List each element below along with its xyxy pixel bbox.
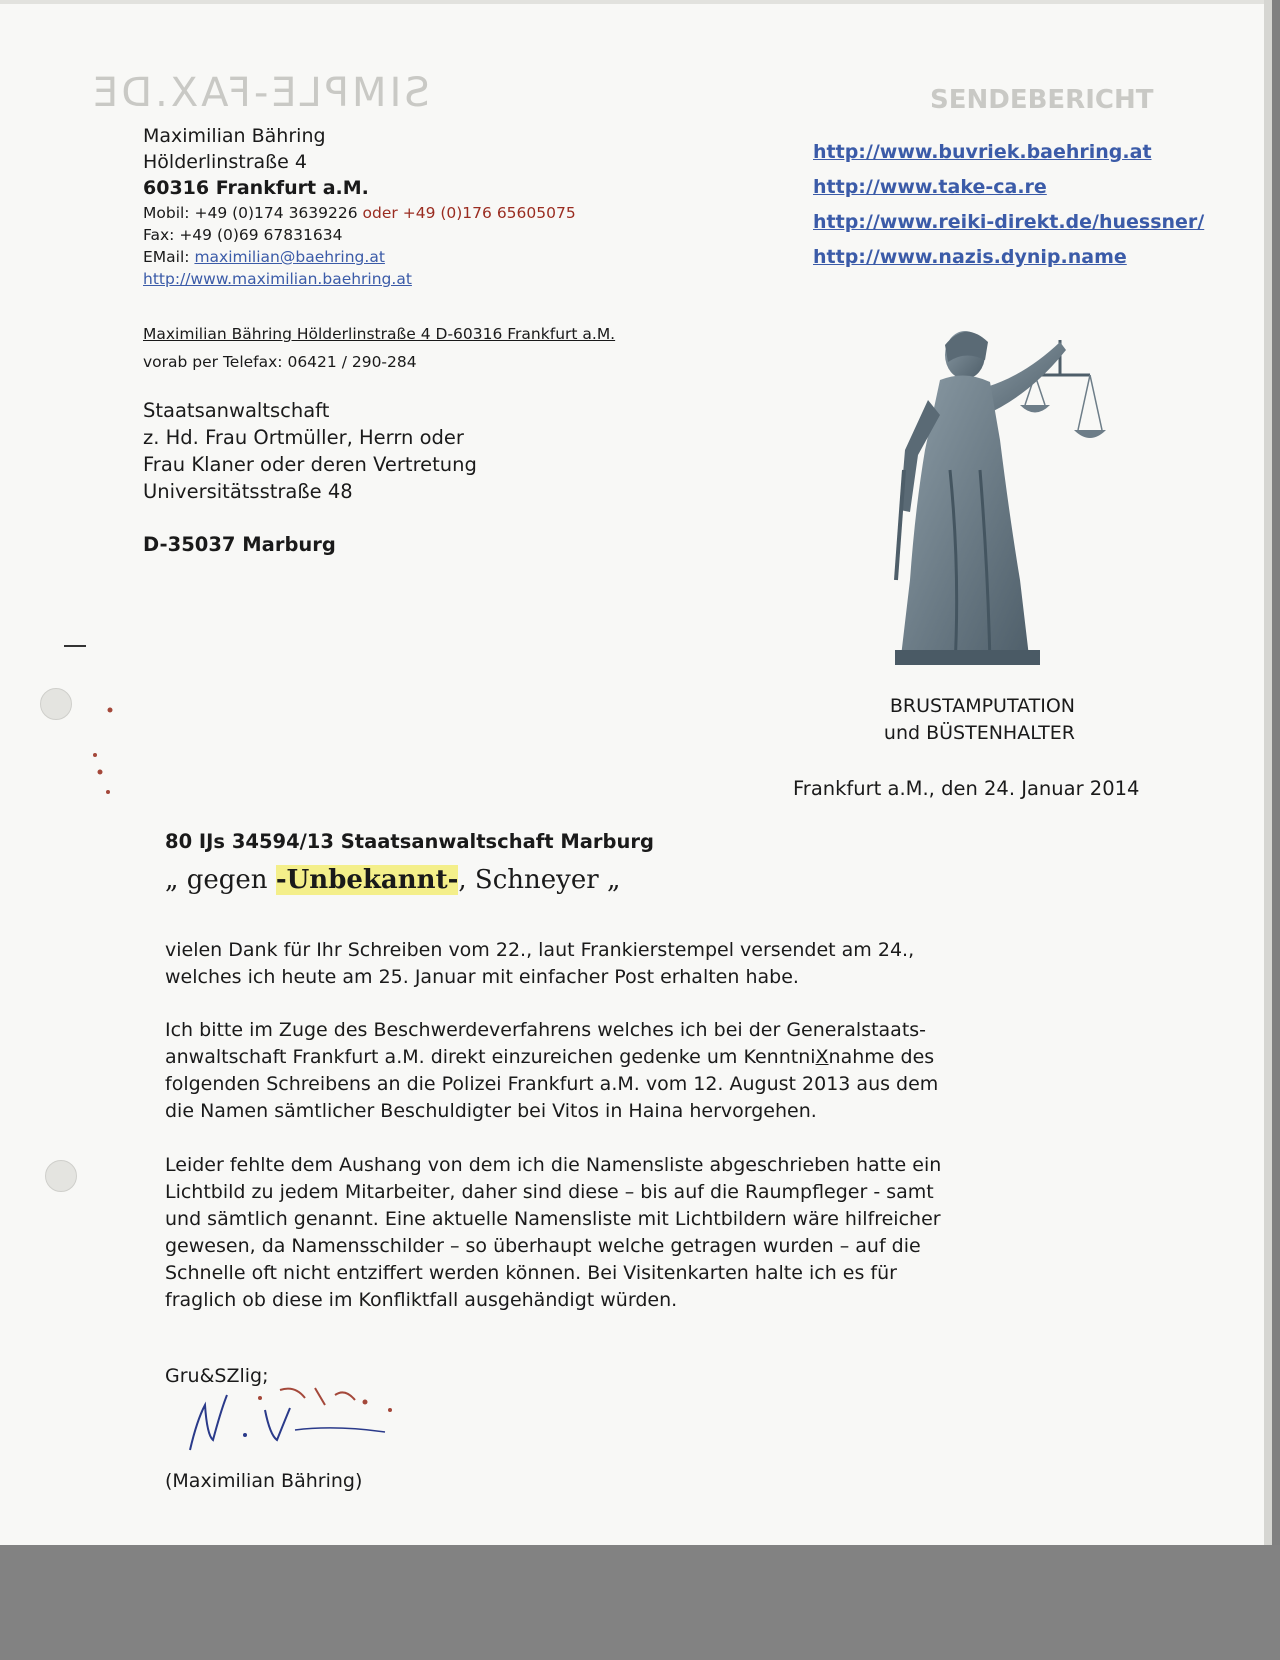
subject-quote-open: „ xyxy=(165,865,179,895)
sender-city: 60316 Frankfurt a.M. xyxy=(143,177,369,199)
recipient-city: D-35037 Marburg xyxy=(143,533,336,556)
signature-name: (Maximilian Bähring) xyxy=(165,1470,363,1492)
fax-line: Fax: +49 (0)69 67831634 xyxy=(143,226,343,244)
fold-mark xyxy=(64,645,86,647)
link-nazis[interactable]: http://www.nazis.dynip.name xyxy=(813,246,1127,268)
recipient-line-4: Universitätsstraße 48 xyxy=(143,480,353,503)
body-paragraph-1: vielen Dank für Ihr Schreiben vom 22., laut Frankierstempel versendet am 24., welches ich heute am 25. Januar mit einfacher Post erhalten habe. xyxy=(165,939,915,988)
page-right-edge xyxy=(1264,0,1272,1545)
subject-line xyxy=(165,865,620,895)
p2-text-a: Ich bitte im Zuge des Beschwerdeverfahrens welches ich bei der Generalstaats-anwaltschaft Frankfurt a.M. direkt einzureichen gedenke um Kenntni xyxy=(165,1019,927,1068)
page-top-edge xyxy=(0,0,1272,4)
show-through-report: SENDEBERICHT xyxy=(930,85,1154,115)
return-address: Maximilian Bähring Hölderlinstraße 4 D-60316 Frankfurt a.M. xyxy=(143,325,616,343)
punch-hole-icon xyxy=(40,688,72,720)
mobile-number-1: +49 (0)174 3639226 xyxy=(194,204,358,222)
scanner-background xyxy=(0,1545,1280,1660)
subject-suffix: , Schneyer xyxy=(458,865,599,895)
sender-contact xyxy=(143,202,576,290)
show-through-header: SIMPLE-FAX.DE xyxy=(90,70,430,116)
recipient-line-2: z. Hd. Frau Ortmüller, Herrn oder xyxy=(143,426,464,449)
link-list xyxy=(813,135,1204,275)
sender-name: Maximilian Bähring xyxy=(143,125,326,147)
fax-note: vorab per Telefax: 06421 / 290-284 xyxy=(143,353,417,371)
p2-x-mark: X xyxy=(815,1046,829,1068)
motto-line-1: BRUSTAMPUTATION xyxy=(889,695,1075,717)
punch-hole-icon xyxy=(45,1160,77,1192)
link-buvriek[interactable]: http://www.buvriek.baehring.at xyxy=(813,141,1152,163)
mobile-or: oder xyxy=(362,204,398,222)
closing: Gru&SZlig; xyxy=(165,1365,269,1387)
body-paragraph-2 xyxy=(165,1017,945,1125)
subject-prefix: gegen xyxy=(186,865,268,895)
motto-block xyxy=(820,693,1075,747)
mobile-label: Mobil: xyxy=(143,204,190,222)
mobile-line xyxy=(143,202,576,224)
link-reiki[interactable]: http://www.reiki-direkt.de/huessner/ xyxy=(813,211,1205,233)
date-line: Frankfurt a.M., den 24. Januar 2014 xyxy=(793,777,1140,800)
email-label: EMail: xyxy=(143,248,190,266)
sender-street: Hölderlinstraße 4 xyxy=(143,151,307,173)
website-line xyxy=(143,268,576,290)
link-take-care[interactable]: http://www.take-ca.re xyxy=(813,176,1047,198)
sender-block xyxy=(143,123,369,201)
ink-spot-marks xyxy=(80,700,140,820)
email-line xyxy=(143,246,576,268)
justitia-statue-image xyxy=(870,320,1110,665)
website-link[interactable]: http://www.maximilian.baehring.at xyxy=(143,270,412,288)
handwritten-signature xyxy=(185,1380,415,1460)
recipient-line-3: Frau Klaner oder deren Vertretung xyxy=(143,453,477,476)
p2-text-b: nahme des folgenden Schreibens an die Polizei Frankfurt a.M. vom 12. August 2013 aus dem die Namen sämtlicher Beschuldigter bei Vitos in Haina hervorgehen. xyxy=(165,1046,939,1122)
mobile-number-2: +49 (0)176 65605075 xyxy=(402,204,576,222)
subject-highlight: -Unbekannt- xyxy=(275,865,459,895)
email-link[interactable]: maximilian@baehring.at xyxy=(194,248,385,266)
body-paragraph-3: Leider fehlte dem Aushang von dem ich die Namensliste abgeschrieben hatte ein Lichtbild zu jedem Mitarbeiter, daher sind diese – bis auf die Raumpfleger - samt und sämtlich genannt. Eine aktuelle Namensliste mit Lichtbildern wäre hilfreicher gewesen, da Namensschilder – so überhaupt welche getragen wurden – auf die Schnelle oft nicht entziffert werden können. Bei Visitenkarten halte ich es für fraglich ob diese im Konfliktfall ausgehändigt würden. xyxy=(165,1154,942,1311)
recipient-block xyxy=(143,397,477,505)
recipient-line-1: Staatsanwaltschaft xyxy=(143,399,330,422)
subject-quote-close: „ xyxy=(606,865,621,895)
case-reference: 80 IJs 34594/13 Staatsanwaltschaft Marburg xyxy=(165,830,654,853)
motto-line-2: und BÜSTENHALTER xyxy=(883,722,1075,744)
